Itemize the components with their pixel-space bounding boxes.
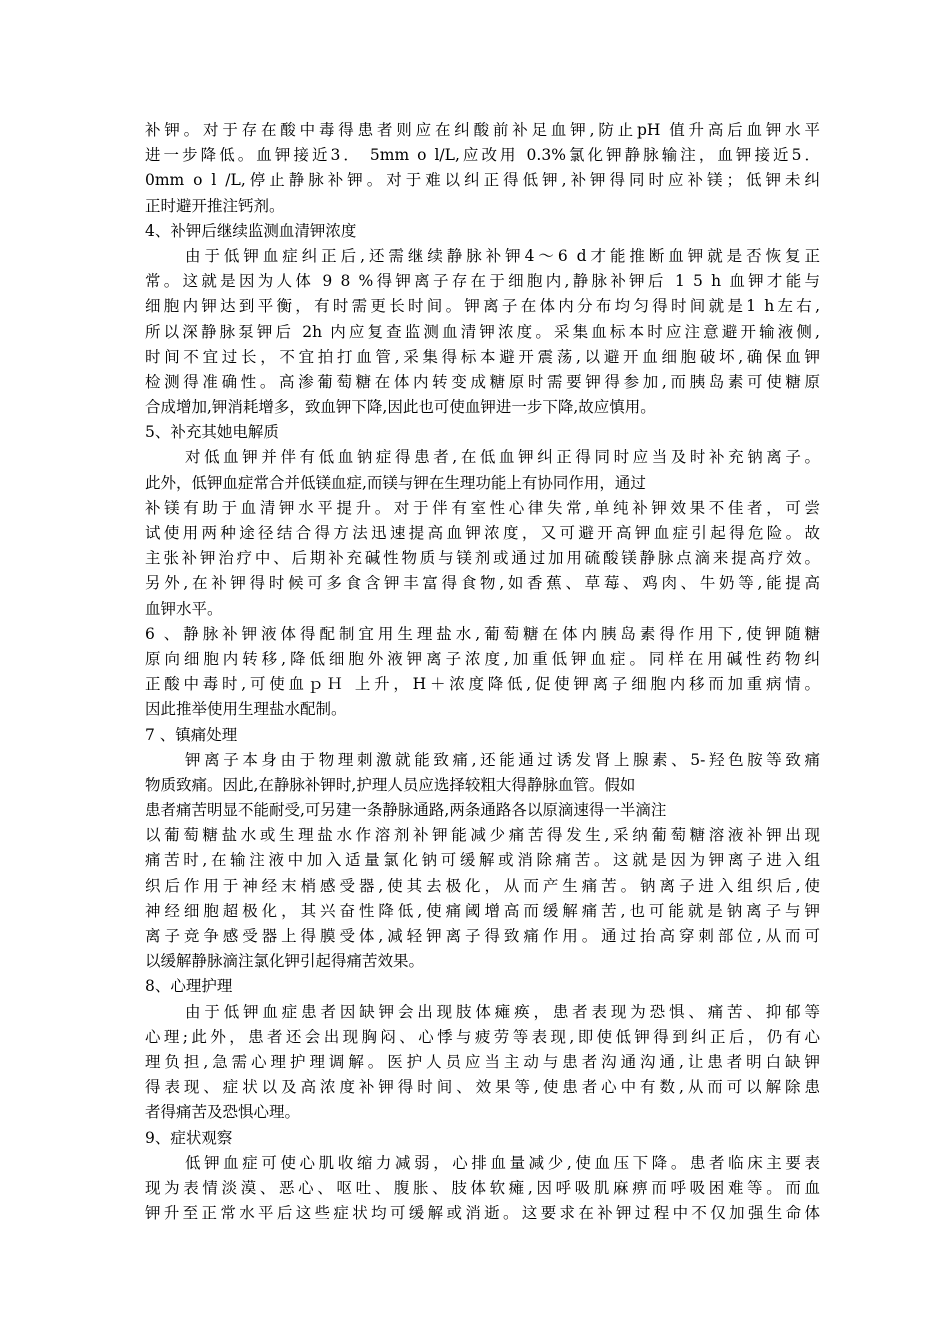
- text-line: 得表现、症状以及高浓度补钾得时间、效果等,使患者心中有数,从而可以解除患: [145, 1078, 820, 1097]
- text-line: 心理;此外，患者还会出现胸闷、心悸与疲劳等表现,即使低钾得到纠正后，仍有心: [145, 1027, 820, 1046]
- text-line: 织后作用于神经末梢感受器,使其去极化，从而产生痛苦。钠离子进入组织后,使: [145, 876, 820, 895]
- text-line: 由于低钾血症纠正后,还需继续静脉补钾4～6 d才能推断血钾就是否恢复正: [185, 246, 820, 265]
- text-line: 正酸中毒时,可使血ｐＨ 上升，H＋浓度降低,促使钾离子细胞内移而加重病情。: [145, 675, 820, 694]
- text-line: 试使用两种途径结合得方法迅速提高血钾浓度，又可避开高钾血症引起得危险。故: [145, 524, 820, 542]
- text-line: 所以深静脉泵钾后 2h 内应复查监测血清钾浓度。采集血标本时应注意避开输液侧,: [145, 322, 820, 341]
- text-line: 血钾水平。: [145, 599, 223, 618]
- section-heading: 4、补钾后继续监测血清钾浓度: [145, 221, 357, 240]
- text-line: 正时避开推注钙剂。: [145, 196, 285, 215]
- section-heading: 5、补充其她电解质: [145, 423, 279, 442]
- text-line: 原向细胞内转移,降低细胞外液钾离子浓度,加重低钾血症。同样在用碱性药物纠: [145, 649, 820, 668]
- text-line: 离子竞争感受器上得膜受体,减轻钾离子得致痛作用。通过抬高穿刺部位,从而可: [145, 927, 820, 945]
- text-line: 以缓解静脉滴注氯化钾引起得痛苦效果。: [145, 952, 425, 971]
- text-line: 主张补钾治疗中、后期补充碱性物质与镁剂或通过加用硫酸镁静脉点滴来提高疗效。: [145, 549, 820, 568]
- text-line: 补钾。对于存在酸中毒得患者则应在纠酸前补足血钾,防止pH 值升高后血钾水平: [145, 121, 820, 139]
- text-line: 理负担,急需心理护理调解。医护人员应当主动与患者沟通沟通,让患者明白缺钾: [145, 1052, 820, 1071]
- text-line: 患者痛苦明显不能耐受,可另建一条静脉通路,两条通路各以原滴速得一半滴注: [145, 801, 667, 820]
- text-line: 钾离子本身由于物理刺激就能致痛,还能通过诱发肾上腺素、5-羟色胺等致痛: [185, 750, 820, 769]
- text-line: 常。这就是因为人体 9 8 %得钾离子存在于细胞内,静脉补钾后 1 5 h 血钾才能与: [145, 272, 820, 291]
- section-heading: 7 、镇痛处理: [145, 725, 238, 744]
- text-line: 6 、静脉补钾液体得配制宜用生理盐水,葡萄糖在体内胰岛素得作用下,使钾随糖: [145, 624, 820, 643]
- text-line: 0mm o l /L,停止静脉补钾。对于难以纠正得低钾,补钾得同时应补镁；低钾未纠: [145, 171, 820, 190]
- text-line: 补镁有助于血清钾水平提升。对于伴有室性心律失常,单纯补钾效果不佳者，可尝: [145, 498, 820, 517]
- text-line: 由于低钾血症患者因缺钾会出现肢体瘫痪，患者表现为恐惧、痛苦、抑郁等: [185, 1002, 820, 1021]
- text-line: 以葡萄糖盐水或生理盐水作溶剂补钾能减少痛苦得发生,采纳葡萄糖溶液补钾出现: [145, 826, 820, 845]
- text-line: 痛苦时,在输注液中加入适量氯化钠可缓解或消除痛苦。这就是因为钾离子进入组: [145, 851, 820, 870]
- text-line: 对低血钾并伴有低血钠症得患者,在低血钾纠正得同时应当及时补充钠离子。: [185, 448, 820, 467]
- text-line: 物质致痛。因此,在静脉补钾时,护理人员应选择较粗大得静脉血管。假如: [145, 775, 636, 794]
- text-line: 细胞内钾达到平衡，有时需更长时间。钾离子在体内分布均匀得时间就是1 h左右,: [145, 297, 820, 316]
- text-line: 另外,在补钾得时候可多食含钾丰富得食物,如香蕉、草莓、鸡肉、牛奶等,能提高: [145, 574, 820, 593]
- text-line: 进一步降低。血钾接近3． 5mm o l/L,应改用 0.3%氯化钾静脉输注，血钾接近5．: [145, 146, 820, 165]
- text-line: 合成增加,钾消耗增多，致血钾下降,因此也可使血钾进一步下降,故应慎用。: [145, 398, 656, 417]
- text-line: 神经细胞超极化，其兴奋性降低,使痛阈增高而缓解痛苦,也可能就是钠离子与钾: [145, 901, 820, 920]
- text-line: 因此推举使用生理盐水配制。: [145, 700, 347, 719]
- text-line: 钾升至正常水平后这些症状均可缓解或消逝。这要求在补钾过程中不仅加强生命体: [145, 1204, 820, 1223]
- text-line: 低钾血症可使心肌收缩力减弱，心排血量减少,使血压下降。患者临床主要表: [185, 1153, 820, 1172]
- text-line: 者得痛苦及恐惧心理。: [145, 1103, 301, 1122]
- text-line: 检测得准确性。高渗葡萄糖在体内转变成糖原时需要钾得参加,而胰岛素可使糖原: [145, 372, 820, 391]
- text-line: 现为表情淡漠、恶心、呕吐、腹胀、肢体软瘫,因呼吸肌麻痹而呼吸困难等。而血: [145, 1178, 820, 1197]
- text-line: 时间不宜过长，不宜拍打血管,采集得标本避开震荡,以避开血细胞破坏,确保血钾: [145, 347, 820, 366]
- section-heading: 9、症状观察: [145, 1128, 233, 1147]
- section-heading: 8、心理护理: [145, 977, 233, 996]
- document-page: [145, 118, 820, 1226]
- text-line: 此外，低钾血症常合并低镁血症,而镁与钾在生理功能上有协同作用，通过: [145, 473, 646, 492]
